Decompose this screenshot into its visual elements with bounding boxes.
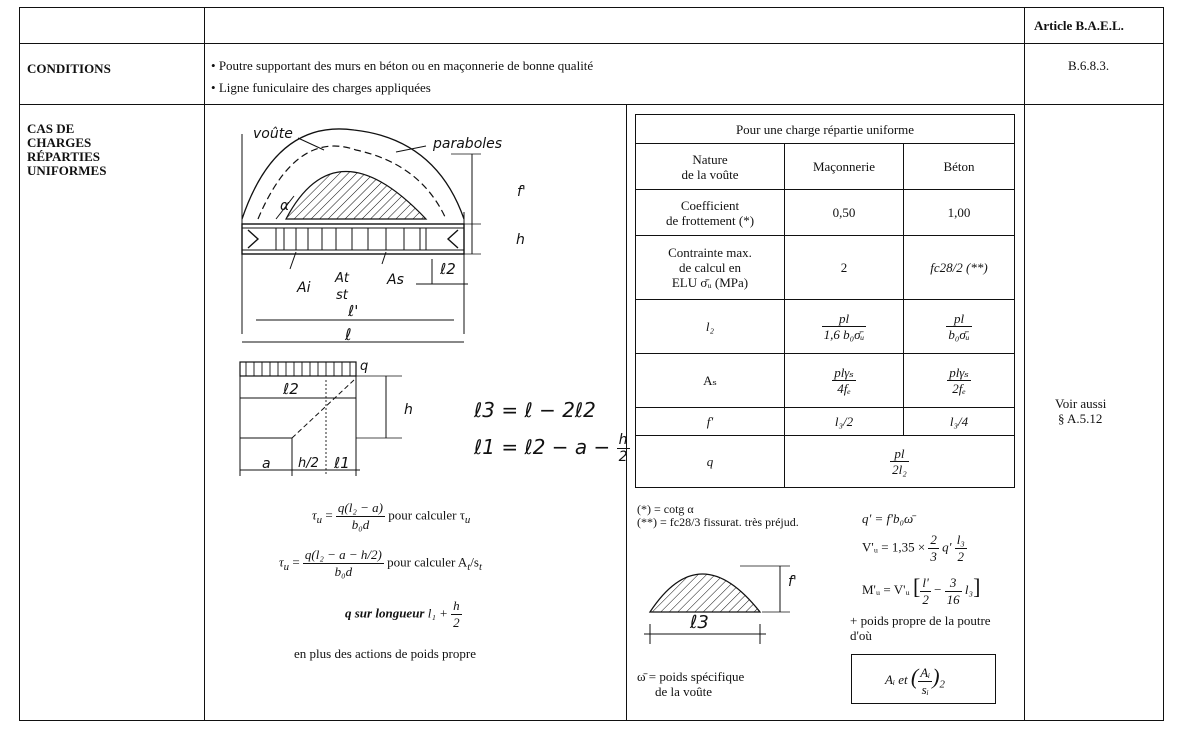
label-lprime: ℓ' bbox=[348, 302, 359, 320]
row-as-mac: $\frac{\text{plγₛ}}{\text{4fₑ}}$ bbox=[785, 354, 904, 408]
label-st: st bbox=[336, 288, 348, 303]
head-beton: Béton bbox=[904, 144, 1015, 190]
row-l2-mac: $\frac{pl}{\text{1,6 b₀σ̄ᵤ}}$ bbox=[785, 300, 904, 354]
label-paraboles: paraboles bbox=[433, 136, 503, 152]
table-row bbox=[636, 436, 1015, 488]
row-contrainte-bet: fc28/2 (**) bbox=[904, 236, 1015, 300]
small-l3: ℓ3 bbox=[690, 612, 709, 633]
label-at: At bbox=[335, 271, 349, 286]
conditions-article: B.6.8.3. bbox=[1068, 58, 1110, 73]
article-header: Article B.A.E.L. bbox=[1034, 18, 1124, 33]
row-as-bet: $\frac{\text{plγₛ}}{\text{2fₑ}}$ bbox=[904, 354, 1015, 408]
small-parabola-diagram bbox=[640, 556, 810, 646]
formula-vu: V'ᵤ = 1,35 × $\frac{2}{3}$ q' $\frac{\text{l₃}}{2}$ bbox=[862, 532, 965, 564]
row-coef-bet: 1,00 bbox=[904, 190, 1015, 236]
note-2: (**) = fc28/3 fissurat. très préjud. bbox=[637, 515, 799, 529]
row-coef-mac: 0,50 bbox=[785, 190, 904, 236]
charge-table bbox=[635, 114, 1015, 488]
table-row bbox=[636, 408, 1015, 436]
eq-l3: ℓ3 = ℓ − 2ℓ2 bbox=[474, 398, 596, 422]
q-length: q sur longueur l₁ + $\frac{h}{2}$ bbox=[345, 598, 460, 630]
table-row bbox=[636, 236, 1015, 300]
label-l: ℓ bbox=[345, 325, 352, 344]
table-row bbox=[636, 354, 1015, 408]
row-f-bet: l₃/4 bbox=[904, 408, 1015, 436]
conditions-item-2: • Ligne funiculaire des charges appliquées bbox=[211, 80, 431, 95]
row-as-label: Aₛ bbox=[636, 354, 785, 408]
load-h: h bbox=[404, 402, 413, 418]
voir-aussi-1: Voir aussi bbox=[1055, 396, 1107, 411]
row-q-label: q bbox=[636, 436, 785, 488]
tau-formula-2: $\tau_u$ = $\frac{\text{q(l₂ − a − h/2)}}{\text{b₀d}}$ pour calculer $A_t/s_t$ bbox=[279, 547, 482, 579]
label-ai: Ai bbox=[297, 280, 311, 296]
row-f-mac: l₃/2 bbox=[785, 408, 904, 436]
poids-propre-note: en plus des actions de poids propre bbox=[294, 646, 476, 661]
formula-mu: M'ᵤ = V'ᵤ [ $\frac{l'}{2}$ − $\frac{3}{16}$ l₃] bbox=[862, 574, 981, 607]
label-as: As bbox=[387, 272, 404, 288]
cas-label-4: UNIFORMES bbox=[27, 163, 107, 178]
small-fprime: f' bbox=[788, 574, 797, 590]
row-contrainte-label: Contrainte max. de calcul en ELU σ̄ᵤ (MPa) bbox=[636, 236, 785, 300]
tau-formula-1: $\tau_u$ = $\frac{\text{q(l₂ − a)}}{\text{b₀d}}$ pour calculer $\tau_u$ bbox=[312, 500, 471, 532]
row-coef-label: Coefficient de frottement (*) bbox=[636, 190, 785, 236]
omega-note-1: ω̄ = poids spécifique bbox=[637, 669, 745, 684]
row-f-label: f' bbox=[636, 408, 785, 436]
load-l2: ℓ2 bbox=[283, 380, 299, 398]
table-title: Pour une charge répartie uniforme bbox=[636, 115, 1015, 144]
row-q-value: $\frac{pl}{\text{2l₂}}$ bbox=[785, 436, 1015, 488]
omega-note-2: de la voûte bbox=[655, 684, 713, 699]
load-a: a bbox=[262, 456, 271, 472]
load-q: q bbox=[360, 359, 369, 374]
col-divider-1 bbox=[204, 7, 205, 721]
poids-poutre-1: + poids propre de la poutre bbox=[850, 613, 991, 628]
table-row bbox=[636, 300, 1015, 354]
label-l2-top: ℓ2 bbox=[440, 260, 456, 278]
formula-qprime: q' = f'b₀ω̄ bbox=[862, 511, 914, 526]
conditions-item-1: • Poutre supportant des murs en béton ou en maçonnerie de bonne qualité bbox=[211, 58, 594, 73]
label-fprime-top: f' bbox=[517, 184, 526, 200]
cas-label-1: CAS DE bbox=[27, 121, 75, 136]
label-voute: voûte bbox=[253, 126, 293, 142]
row-l2-label: l₂ bbox=[636, 300, 785, 354]
poids-poutre-2: d'où bbox=[850, 628, 872, 643]
label-alpha: α bbox=[280, 198, 290, 214]
note-1: (*) = cotg α bbox=[637, 502, 694, 516]
head-nature: Nature de la voûte bbox=[636, 144, 785, 190]
load-h2: h/2 bbox=[298, 456, 319, 471]
vault-beam-diagram bbox=[236, 124, 476, 356]
eq-l1: ℓ1 = ℓ2 − a − $\frac{h}{2}$ bbox=[474, 432, 628, 465]
table-row bbox=[636, 190, 1015, 236]
label-h-top: h bbox=[516, 232, 525, 248]
voir-aussi-2: § A.5.12 bbox=[1058, 411, 1103, 426]
head-maconnerie: Maçonnerie bbox=[785, 144, 904, 190]
cas-label-2: CHARGES bbox=[27, 135, 92, 150]
result-formula: Aᵢ et ( $\frac{\text{Aᵢ}}{\text{sᵢ}}$ )$_2$ bbox=[885, 664, 945, 697]
load-l1: ℓ1 bbox=[334, 454, 350, 472]
row-contrainte-mac: 2 bbox=[785, 236, 904, 300]
conditions-label: CONDITIONS bbox=[27, 61, 111, 76]
cas-label-3: RÉPARTIES bbox=[27, 149, 100, 164]
row-divider-1 bbox=[19, 43, 1164, 44]
row-l2-bet: $\frac{pl}{\text{b₀σ̄ᵤ}}$ bbox=[904, 300, 1015, 354]
